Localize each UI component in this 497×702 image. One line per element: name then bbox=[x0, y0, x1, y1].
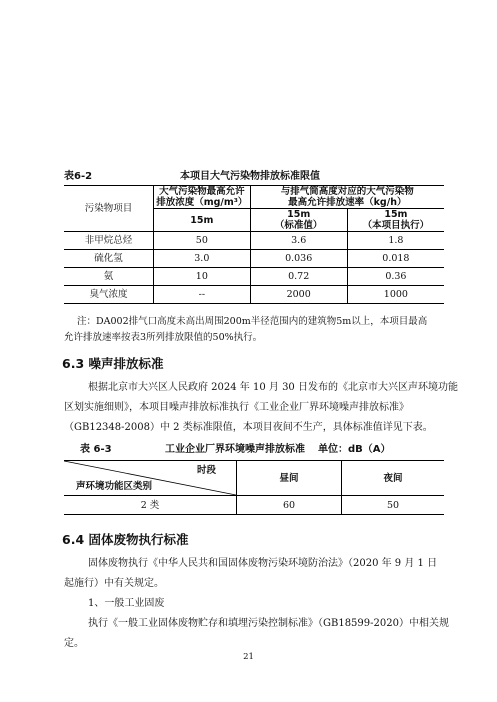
paragraph-line: （GB12348-2008）中 2 类标准限值，本项目夜间不生产，具体标准值详见下表。 bbox=[64, 422, 433, 433]
diagonal-header-cell bbox=[64, 461, 237, 496]
col-concentration-header: 大气污染物最高允许 排放浓度（mg/m³） bbox=[154, 186, 251, 209]
table63-unit: 单位：dB（A） bbox=[318, 444, 391, 455]
col-pollutant-header: 污染物项目 bbox=[64, 186, 154, 232]
emission-limits-table bbox=[64, 185, 444, 304]
col-rate-header: 与排气筒高度对应的大气污染物 最高允许排放速率（kg/h） bbox=[250, 186, 444, 209]
table-row: 臭气浓度 -- 2000 1000 bbox=[64, 286, 444, 304]
table-row: 2 类 60 50 bbox=[64, 496, 444, 515]
table-row: 氨 10 0.72 0.36 bbox=[64, 268, 444, 286]
table62-number: 表6-2 bbox=[64, 171, 93, 182]
section-6-3-heading: 6.3 噪声排放标准 bbox=[62, 356, 164, 371]
table-row: 硫化氢 3.0 0.036 0.018 bbox=[64, 250, 444, 268]
header-nighttime: 夜间 bbox=[342, 461, 445, 496]
sub-15m-conc: 15m bbox=[154, 209, 251, 232]
paragraph-line: 根据北京市大兴区人民政府 2024 年 10 月 30 日发布的《北京市大兴区声环境功能 bbox=[88, 382, 458, 393]
paragraph-line: 区划实施细则》，本项目噪声排放标准执行《工业企业厂界环境噪声排放标准》 bbox=[64, 402, 409, 413]
page-number: 21 bbox=[243, 652, 254, 662]
table-row: 非甲烷总烃 50 3.6 1.8 bbox=[64, 232, 444, 250]
table62-title: 本项目大气污染物排放标准限值 bbox=[180, 171, 320, 182]
paragraph-line: 定。 bbox=[64, 638, 84, 649]
noise-limits-table bbox=[64, 460, 444, 515]
sub-15m-standard: 15m （标准值） bbox=[250, 209, 347, 232]
table62-note-line2: 允许排放速率按表3所列排放限值的50%执行。 bbox=[64, 332, 263, 343]
paragraph-line: 起施行）中有关规定。 bbox=[64, 578, 164, 589]
sub-15m-executed: 15m （本项目执行） bbox=[347, 209, 444, 232]
section-6-4-heading: 6.4 固体废物执行标准 bbox=[62, 532, 189, 547]
header-daytime: 昼间 bbox=[237, 461, 342, 496]
paragraph-line: 执行《一般工业固体废物贮存和填埋污染控制标准》（GB18599-2020）中相关规 bbox=[88, 618, 449, 629]
paragraph-line: 1、一般工业固废 bbox=[88, 598, 165, 609]
paragraph-line: 固体废物执行《中华人民共和国固体废物污染环境防治法》（2020 年 9 月 1 日 bbox=[88, 558, 438, 569]
table63-title: 工业企业厂界环境噪声排放标准 bbox=[165, 444, 305, 455]
header-time-period: 时段 bbox=[196, 465, 216, 476]
table62-note-line1: 注：DA002排气口高度未高出周围200m半径范围内的建筑物5m以上，本项目最高 bbox=[77, 316, 428, 327]
header-zone-class: 声环境功能区类别 bbox=[76, 481, 153, 492]
table63-number: 表 6-3 bbox=[80, 444, 112, 455]
